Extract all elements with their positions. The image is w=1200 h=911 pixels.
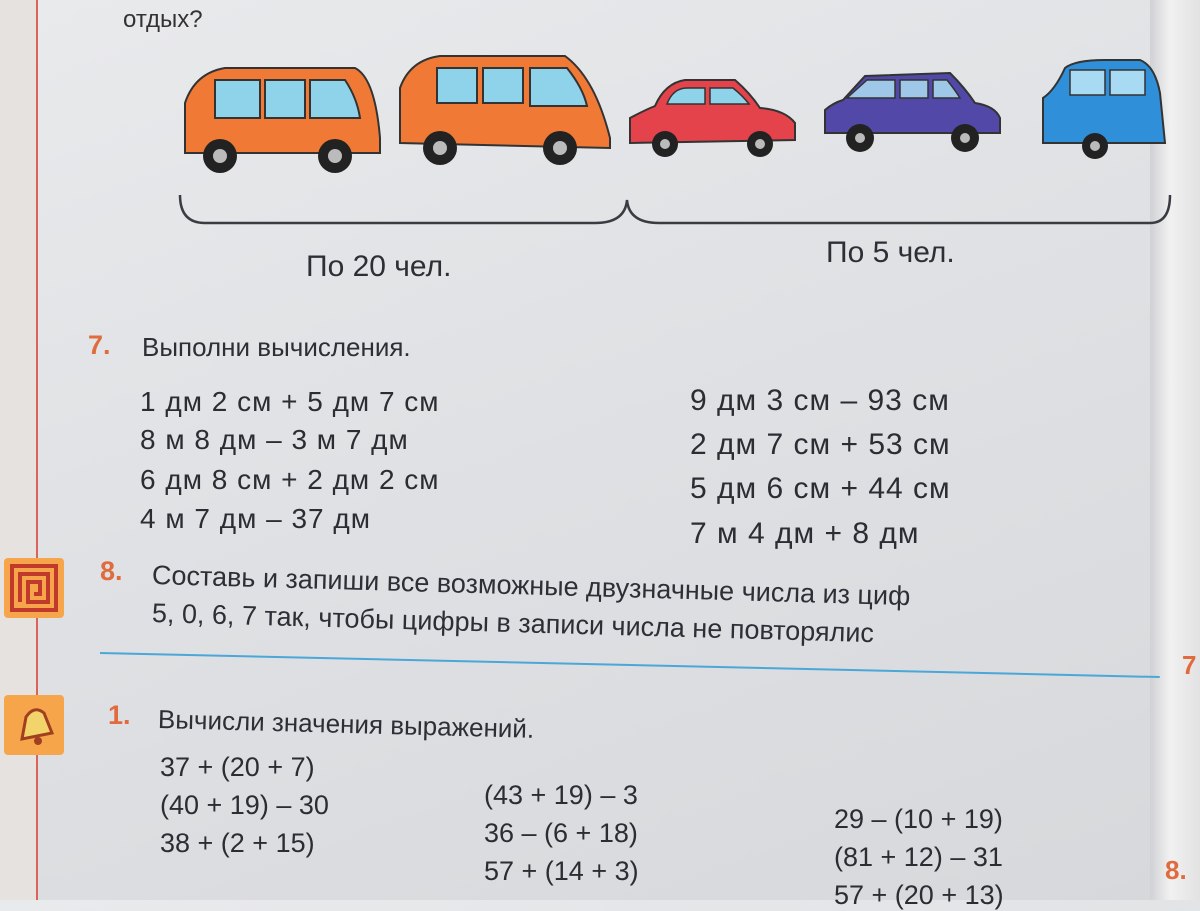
- car-red: [630, 80, 795, 157]
- task1-col2-3: 57 + (14 + 3): [484, 856, 639, 886]
- car-blue: [1043, 60, 1165, 159]
- task7-left-2: 8 м 8 дм – 3 м 7 дм: [140, 424, 409, 455]
- page-margin: [0, 0, 38, 900]
- section-divider: [100, 652, 1160, 678]
- task7-left-4: 4 м 7 дм – 37 дм: [140, 503, 371, 534]
- task7-number: 7.: [88, 330, 111, 360]
- question-tail: отдых?: [123, 6, 203, 33]
- car-purple: [825, 73, 1000, 152]
- task1-col3-1: 29 – (10 + 19): [834, 804, 1003, 834]
- margin-line: [36, 0, 38, 900]
- task7-right-2: 2 дм 7 см + 53 см: [690, 428, 951, 461]
- task1-col3-2: (81 + 12) – 31: [834, 842, 1003, 872]
- van-orange-1: [185, 68, 380, 173]
- task8-number: 8.: [100, 556, 123, 586]
- task7-right-4: 7 м 4 дм + 8 дм: [690, 517, 920, 550]
- task7-right-1: 9 дм 3 см – 93 см: [690, 384, 950, 417]
- next-page-mark-8: 8.: [1165, 855, 1187, 885]
- task1-col2-1: (43 + 19) – 3: [484, 780, 638, 810]
- task1-title: Вычисли значения выражений.: [157, 704, 535, 744]
- task8-line2: 5, 0, 6, 7 так, чтобы цифры в записи числа не повторялис: [151, 598, 875, 649]
- group-left-label: По 20 чел.: [306, 250, 452, 283]
- task1-col1-3: 38 + (2 + 15): [160, 828, 315, 858]
- grouping-braces: [175, 185, 1175, 235]
- cars-illustration: [175, 48, 1175, 173]
- task7-left-3: 6 дм 8 см + 2 дм 2 см: [140, 464, 440, 495]
- group-right-label: По 5 чел.: [826, 236, 955, 269]
- task1-col2-2: 36 – (6 + 18): [484, 818, 638, 848]
- van-orange-2: [400, 56, 610, 165]
- task1-col1-2: (40 + 19) – 30: [160, 790, 329, 820]
- task7-title: Выполни вычисления.: [142, 332, 411, 362]
- bell-icon: [4, 695, 64, 755]
- task7-left-1: 1 дм 2 см + 5 дм 7 см: [140, 386, 440, 417]
- next-page-mark-7: 7: [1182, 650, 1197, 680]
- task7-right-3: 5 дм 6 см + 44 см: [690, 472, 951, 505]
- spiral-icon: [4, 558, 64, 618]
- task1-number: 1.: [108, 700, 131, 730]
- task1-col1-1: 37 + (20 + 7): [160, 752, 315, 782]
- task1-col3-3: 57 + (20 + 13): [834, 880, 1004, 910]
- task8-line1: Составь и запиши все возможные двузначные числа из циф: [151, 560, 911, 612]
